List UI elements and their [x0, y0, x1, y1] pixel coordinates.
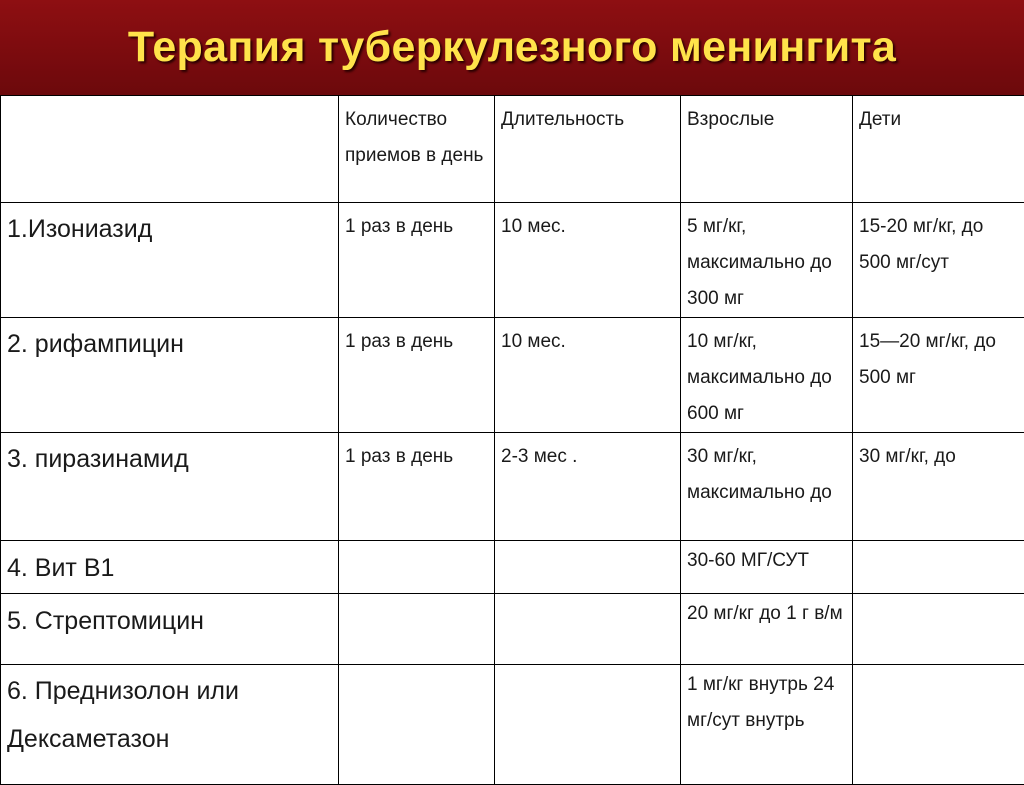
- duration-cell: [495, 541, 681, 594]
- header-cell-duration: Длительность: [495, 96, 681, 203]
- duration-cell: 2-3 мес .: [495, 433, 681, 541]
- therapy-table: [0, 95, 1024, 785]
- header-cell-frequency: Количество приемов в день: [339, 96, 495, 203]
- children-dose-cell: [853, 541, 1024, 594]
- table-header-row: [1, 96, 1024, 203]
- drug-cell: 3. пиразинамид: [1, 433, 339, 541]
- drug-cell: 1.Изониазид: [1, 203, 339, 318]
- table-row: [1, 594, 1024, 665]
- duration-cell: 10 мес.: [495, 318, 681, 433]
- adults-dose-cell: 30-60 МГ/СУТ: [681, 541, 853, 594]
- page-title: Терапия туберкулезного менингита: [0, 0, 1024, 95]
- frequency-cell: 1 раз в день: [339, 433, 495, 541]
- frequency-cell: [339, 541, 495, 594]
- duration-cell: 10 мес.: [495, 203, 681, 318]
- frequency-cell: 1 раз в день: [339, 318, 495, 433]
- children-dose-cell: 30 мг/кг, до: [853, 433, 1024, 541]
- adults-dose-cell: 1 мг/кг внутрь 24 мг/сут внутрь: [681, 665, 853, 785]
- table-row: [1, 541, 1024, 594]
- adults-dose-cell: 20 мг/кг до 1 г в/м: [681, 594, 853, 665]
- header-cell-adults: Взрослые: [681, 96, 853, 203]
- adults-dose-cell: 5 мг/кг, максимально до 300 мг: [681, 203, 853, 318]
- adults-dose-cell: 10 мг/кг, максимально до 600 мг: [681, 318, 853, 433]
- drug-cell: 4. Вит В1: [1, 541, 339, 594]
- table-row: [1, 318, 1024, 433]
- drug-cell: 6. Преднизолон или Дексаметазон: [1, 665, 339, 785]
- table-row: [1, 203, 1024, 318]
- children-dose-cell: 15—20 мг/кг, до 500 мг: [853, 318, 1024, 433]
- header-cell-drug: [1, 96, 339, 203]
- header-cell-children: Дети: [853, 96, 1024, 203]
- frequency-cell: 1 раз в день: [339, 203, 495, 318]
- children-dose-cell: [853, 594, 1024, 665]
- children-dose-cell: 15-20 мг/кг, до 500 мг/сут: [853, 203, 1024, 318]
- frequency-cell: [339, 594, 495, 665]
- table-row: [1, 433, 1024, 541]
- adults-dose-cell: 30 мг/кг, максимально до: [681, 433, 853, 541]
- drug-cell: 2. рифампицин: [1, 318, 339, 433]
- drug-cell: 5. Стрептомицин: [1, 594, 339, 665]
- duration-cell: [495, 594, 681, 665]
